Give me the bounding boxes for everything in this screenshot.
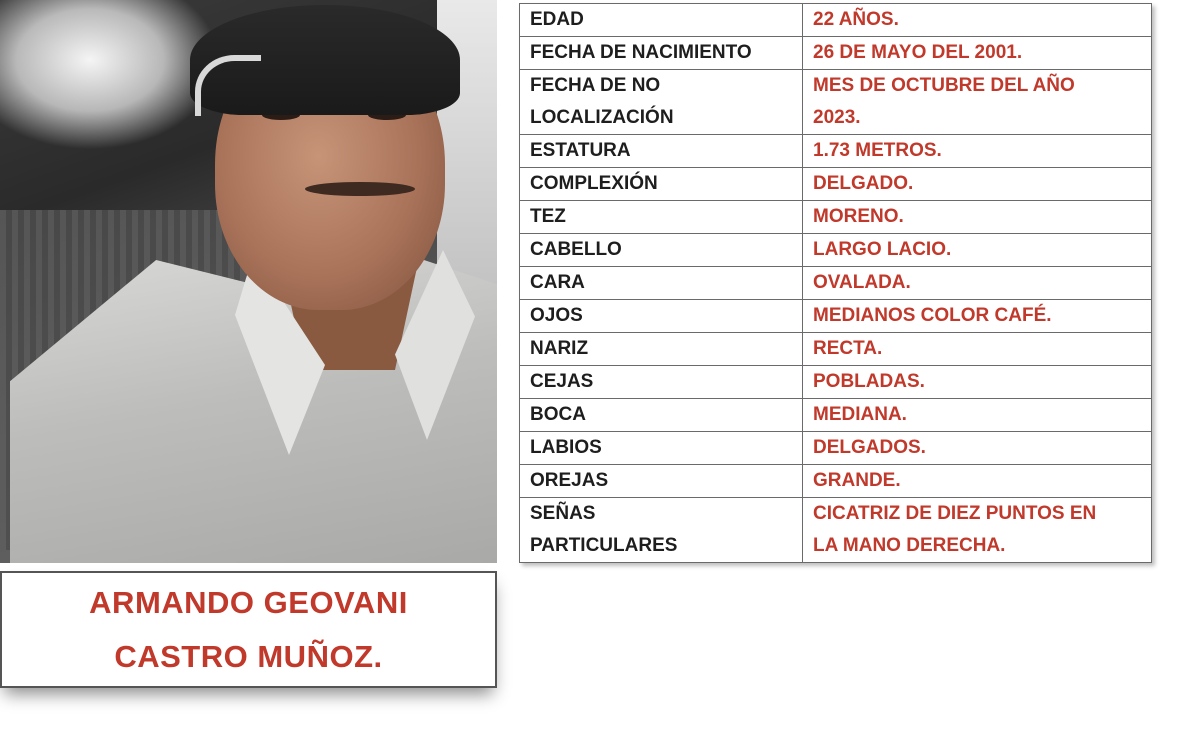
details-row [520, 465, 1152, 498]
details-label: FECHA DE NO LOCALIZACIÓN [520, 70, 803, 135]
photo-mustache [305, 182, 415, 196]
details-row [520, 399, 1152, 432]
details-row [520, 432, 1152, 465]
details-label: NARIZ [520, 333, 803, 366]
person-name-line-1: ARMANDO GEOVANI [89, 584, 408, 620]
details-row [520, 267, 1152, 300]
details-value: MEDIANA. [803, 399, 1152, 432]
details-value: DELGADO. [803, 168, 1152, 201]
details-value: MEDIANOS COLOR CAFÉ. [803, 300, 1152, 333]
details-value: MES DE OCTUBRE DEL AÑO 2023. [803, 70, 1152, 135]
details-label: LABIOS [520, 432, 803, 465]
details-value: 1.73 METROS. [803, 135, 1152, 168]
details-row [520, 333, 1152, 366]
details-label: CEJAS [520, 366, 803, 399]
details-value: DELGADOS. [803, 432, 1152, 465]
details-row [520, 70, 1152, 135]
details-row [520, 4, 1152, 37]
details-value: 22 AÑOS. [803, 4, 1152, 37]
details-row [520, 366, 1152, 399]
details-value: GRANDE. [803, 465, 1152, 498]
details-row [520, 168, 1152, 201]
details-label: CARA [520, 267, 803, 300]
photo-light-glare [0, 0, 220, 150]
details-row [520, 37, 1152, 70]
details-label: OJOS [520, 300, 803, 333]
details-row [520, 135, 1152, 168]
details-label: TEZ [520, 201, 803, 234]
details-value: OVALADA. [803, 267, 1152, 300]
details-row [520, 201, 1152, 234]
details-label: FECHA DE NACIMIENTO [520, 37, 803, 70]
details-label: COMPLEXIÓN [520, 168, 803, 201]
details-value: RECTA. [803, 333, 1152, 366]
details-label: BOCA [520, 399, 803, 432]
details-label: OREJAS [520, 465, 803, 498]
details-value: LARGO LACIO. [803, 234, 1152, 267]
details-row [520, 300, 1152, 333]
details-label: EDAD [520, 4, 803, 37]
person-name-line-2: CASTRO MUÑOZ. [114, 638, 383, 674]
person-photo [0, 0, 497, 563]
details-label: SEÑAS PARTICULARES [520, 498, 803, 563]
details-value: 26 DE MAYO DEL 2001. [803, 37, 1152, 70]
details-label: ESTATURA [520, 135, 803, 168]
details-table-body [520, 4, 1152, 563]
details-row [520, 234, 1152, 267]
details-value: MORENO. [803, 201, 1152, 234]
details-row [520, 498, 1152, 563]
details-value: POBLADAS. [803, 366, 1152, 399]
person-name-box [0, 571, 497, 688]
details-value: CICATRIZ DE DIEZ PUNTOS EN LA MANO DERECHA. [803, 498, 1152, 563]
details-label: CABELLO [520, 234, 803, 267]
details-table [519, 3, 1152, 563]
